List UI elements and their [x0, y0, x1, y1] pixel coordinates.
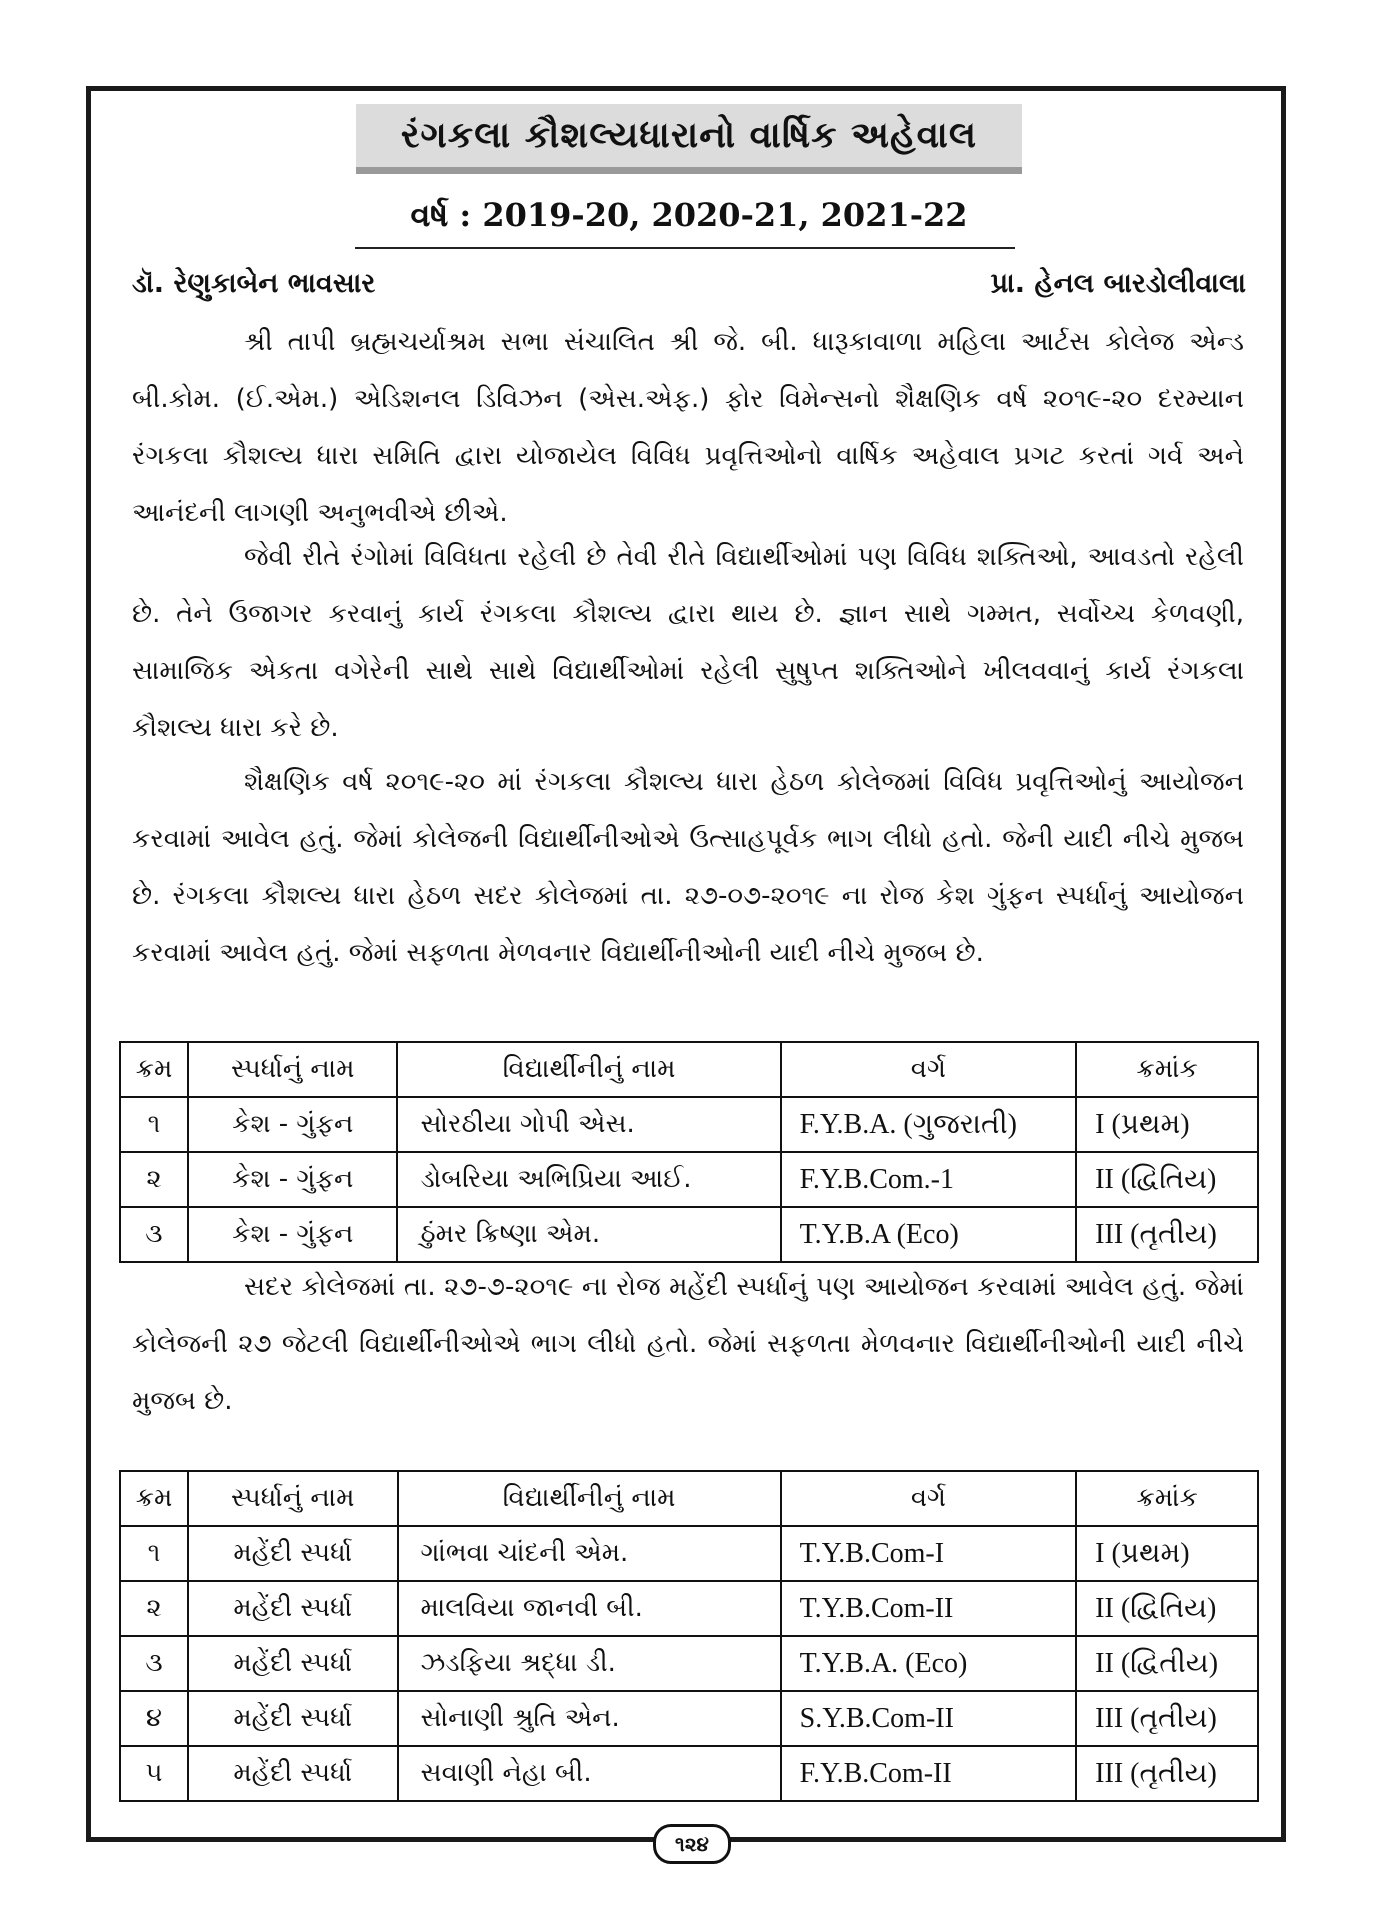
report-title — [356, 104, 1022, 174]
cell-kram: ૩ — [120, 1207, 188, 1262]
table-row — [120, 1746, 1258, 1801]
cell-student: ઝડફિયા શ્રદ્ધા ડી. — [398, 1636, 781, 1691]
kesh-gunfan-results-table — [119, 1041, 1259, 1263]
cell-student: ઠુંમર ક્રિષ્ણા એમ. — [397, 1207, 780, 1262]
paragraph-2: જેવી રીતે રંગોમાં વિવિધતા રહેલી છે તેવી રીતે વિદ્યાર્થીઓમાં પણ વિવિધ શક્તિઓ, આવડતો રહેલી છે. તેને ઉજાગર કરવાનું કાર્ય રંગકલા કૌશલ્ય દ્વારા થાય છે. જ્ઞાન સાથે ગમ્મત, સર્વોચ્ચ કેળવણી, સામાજિક એકતા વગેરેની સાથે સાથે વિદ્યાર્થીઓમાં રહેલી સુષુપ્ત શક્તિઓને ખીલવવાનું કાર્ય રંગકલા કૌશલ્ય ધારા કરે છે. — [132, 542, 1244, 743]
header-student: વિદ્યાર્થીનીનું નામ — [397, 1042, 780, 1097]
cell-class: F.Y.B.A. (ગુજરાતી) — [781, 1097, 1077, 1152]
cell-kram: ૧ — [120, 1526, 188, 1581]
table-row — [120, 1152, 1258, 1207]
cell-student: સવાણી નેહા બી. — [398, 1746, 781, 1801]
mehndi-results-table — [119, 1470, 1259, 1802]
cell-kram: ૧ — [120, 1097, 188, 1152]
cell-class: T.Y.B.Com-II — [781, 1581, 1077, 1636]
author-right: પ્રા. હેનલ બારડોલીવાલા — [990, 268, 1246, 299]
author-left: ડૉ. રેણુકાબેન ભાવસાર — [132, 268, 376, 299]
cell-kram: ૨ — [120, 1152, 188, 1207]
cell-student: ડોબરિયા અભિપ્રિયા આઈ. — [397, 1152, 780, 1207]
cell-class: F.Y.B.Com.-1 — [781, 1152, 1077, 1207]
cell-competition: મહેંદી સ્પર્ધા — [188, 1636, 398, 1691]
cell-rank: III (તૃતીય) — [1076, 1691, 1258, 1746]
cell-rank: I (પ્રથમ) — [1076, 1526, 1258, 1581]
cell-rank: I (પ્રથમ) — [1076, 1097, 1258, 1152]
cell-class: F.Y.B.Com-II — [781, 1746, 1077, 1801]
paragraph-4: સદર કોલેજમાં તા. ૨૭-૭-૨૦૧૯ ના રોજ મહેંદી સ્પર્ધાનું પણ આયોજન કરવામાં આવેલ હતું. જેમાં કોલેજની ૨૭ જેટલી વિદ્યાર્થીનીઓએ ભાગ લીધો હતો. જેમાં સફળતા મેળવનાર વિદ્યાર્થીનીઓની યાદી નીચે મુજબ છે. — [132, 1272, 1244, 1416]
table-row — [120, 1691, 1258, 1746]
header-rank: ક્રમાંક — [1076, 1471, 1258, 1526]
paragraph-1: શ્રી તાપી બ્રહ્મચર્યાશ્રમ સભા સંચાલિત શ્રી જે. બી. ધારૂકાવાળા મહિલા આર્ટસ કોલેજ એન્ડ બી.કોમ. (ઈ.એમ.) એડિશનલ ડિવિઝન (એસ.એફ.) ફોર વિમેન્સનો શૈક્ષણિક વર્ષ ૨૦૧૯-૨૦ દરમ્યાન રંગકલા કૌશલ્ય ધારા સમિતિ દ્વારા યોજાયેલ વિવિધ પ્રવૃત્તિઓનો વાર્ષિક અહેવાલ પ્રગટ કરતાં ગર્વ અને આનંદની લાગણી અનુભવીએ છીએ. — [132, 327, 1244, 528]
header-competition: સ્પર્ધાનું નામ — [188, 1042, 398, 1097]
table-header-row — [120, 1042, 1258, 1097]
page-number: ૧૨૪ — [653, 1824, 731, 1864]
table-row — [120, 1581, 1258, 1636]
cell-class: T.Y.B.A. (Eco) — [781, 1636, 1077, 1691]
table-row — [120, 1636, 1258, 1691]
cell-rank: II (દ્વિતીય) — [1076, 1636, 1258, 1691]
cell-student: ગાંભવા ચાંદની એમ. — [398, 1526, 781, 1581]
table-row — [120, 1097, 1258, 1152]
cell-rank: III (તૃતીય) — [1076, 1207, 1258, 1262]
cell-competition: મહેંદી સ્પર્ધા — [188, 1691, 398, 1746]
cell-student: સોનાણી શ્રુતિ એન. — [398, 1691, 781, 1746]
cell-kram: ૫ — [120, 1746, 188, 1801]
cell-kram: ૩ — [120, 1636, 188, 1691]
cell-competition: મહેંદી સ્પર્ધા — [188, 1581, 398, 1636]
table-row — [120, 1207, 1258, 1262]
header-student: વિદ્યાર્થીનીનું નામ — [398, 1471, 781, 1526]
cell-competition: મહેંદી સ્પર્ધા — [188, 1746, 398, 1801]
header-kram: ક્રમ — [120, 1471, 188, 1526]
cell-class: S.Y.B.Com-II — [781, 1691, 1077, 1746]
cell-competition: કેશ - ગુંફન — [188, 1097, 398, 1152]
cell-kram: ૨ — [120, 1581, 188, 1636]
header-class: વર્ગ — [781, 1471, 1077, 1526]
cell-competition: મહેંદી સ્પર્ધા — [188, 1526, 398, 1581]
cell-class: T.Y.B.A (Eco) — [781, 1207, 1077, 1262]
header-kram: ક્રમ — [120, 1042, 188, 1097]
report-title-text: રંગકલા કૌશલ્યધારાનો વાર્ષિક અહેવાલ — [400, 114, 978, 156]
cell-rank: II (દ્વિતિય) — [1076, 1152, 1258, 1207]
cell-rank: II (દ્વિતિય) — [1076, 1581, 1258, 1636]
header-competition: સ્પર્ધાનું નામ — [188, 1471, 398, 1526]
divider — [355, 247, 1015, 249]
cell-rank: III (તૃતીય) — [1076, 1746, 1258, 1801]
cell-student: સોરઠીયા ગોપી એસ. — [397, 1097, 780, 1152]
year-line: વર્ષ : 2019-20, 2020-21, 2021-22 — [410, 196, 968, 234]
header-rank: ક્રમાંક — [1076, 1042, 1258, 1097]
cell-class: T.Y.B.Com-I — [781, 1526, 1077, 1581]
cell-competition: કેશ - ગુંફન — [188, 1207, 398, 1262]
cell-kram: ૪ — [120, 1691, 188, 1746]
paragraph-3: શૈક્ષણિક વર્ષ ૨૦૧૯-૨૦ માં રંગકલા કૌશલ્ય ધારા હેઠળ કોલેજમાં વિવિધ પ્રવૃત્તિઓનું આયોજન કરવામાં આવેલ હતું. જેમાં કોલેજની વિદ્યાર્થીનીઓએ ઉત્સાહપૂર્વક ભાગ લીધો હતો. જેની યાદી નીચે મુજબ છે. રંગકલા કૌશલ્ય ધારા હેઠળ સદર કોલેજમાં તા. ૨૭-૦૭-૨૦૧૯ ના રોજ કેશ ગુંફન સ્પર્ધાનું આયોજન કરવામાં આવેલ હતું. જેમાં સફળતા મેળવનાર વિદ્યાર્થીનીઓની યાદી નીચે મુજબ છે. — [132, 767, 1244, 968]
table-row — [120, 1526, 1258, 1581]
cell-competition: કેશ - ગુંફન — [188, 1152, 398, 1207]
table-header-row — [120, 1471, 1258, 1526]
cell-student: માલવિયા જાનવી બી. — [398, 1581, 781, 1636]
header-class: વર્ગ — [781, 1042, 1077, 1097]
